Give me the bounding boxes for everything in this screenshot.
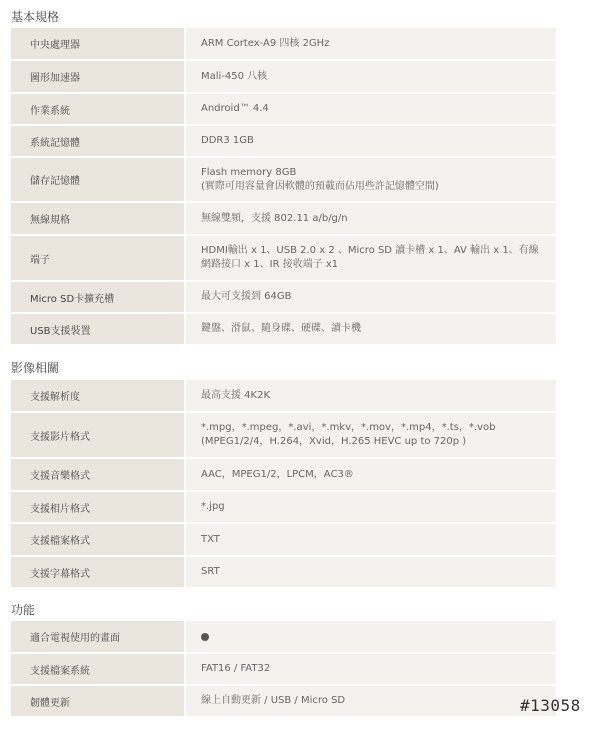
section-title-video: 影像相關	[11, 361, 60, 375]
bullet-dot-icon	[201, 633, 209, 641]
row-label: 支援影片格式	[11, 413, 186, 457]
row-value	[186, 94, 556, 124]
row-label: 支援音樂格式	[11, 459, 186, 490]
row-label: 支援字幕格式	[11, 557, 186, 587]
value-line: Flash memory 8GB	[201, 166, 297, 178]
table-row	[11, 282, 556, 314]
row-label: 作業系統	[11, 94, 186, 124]
value-line: 鍵盤、滑鼠、隨身碟、硬碟、讀卡機	[201, 323, 361, 334]
value-line: (實際可用容量會因軟體的預載而佔用些許記憶體空間)	[201, 180, 439, 192]
row-label: 圖形加速器	[11, 61, 186, 92]
value-line: 最大可支援到 64GB	[201, 291, 292, 302]
row-value	[186, 236, 556, 280]
section-title-features: 功能	[11, 603, 36, 617]
row-value	[186, 459, 556, 490]
row-label: 支援檔案格式	[11, 524, 186, 555]
value-line: *.jpg	[201, 501, 225, 512]
spec-table-video	[11, 380, 556, 589]
table-row	[11, 459, 556, 492]
row-value	[186, 621, 556, 652]
row-label: 中央處理器	[11, 28, 186, 59]
row-value	[186, 314, 556, 344]
row-value	[186, 282, 556, 312]
row-value	[186, 158, 556, 201]
row-value	[186, 380, 556, 411]
value-line: DDR3 1GB	[201, 135, 254, 146]
table-row	[11, 492, 556, 524]
value-line: FAT16 / FAT32	[201, 663, 271, 674]
table-row	[11, 158, 556, 203]
value-line: 無線雙頻，支援 802.11 a/b/g/n	[201, 212, 348, 224]
table-row	[11, 557, 556, 589]
row-value	[186, 492, 556, 522]
row-label: 支援解析度	[11, 380, 186, 411]
table-row	[11, 524, 556, 557]
table-row	[11, 314, 556, 346]
value-line: 線上自動更新 / USB / Micro SD	[201, 695, 346, 706]
table-row	[11, 621, 556, 654]
row-label: 支援檔案系統	[11, 654, 186, 684]
value-line: HDMI輸出 x 1、USB 2.0 x 2 、Micro SD 讀卡槽 x 1、AV 輸出 x 1、有線	[201, 245, 539, 256]
row-value	[186, 28, 556, 59]
value-line: Mali-450 八核	[201, 70, 268, 82]
row-label: 無線規格	[11, 203, 186, 234]
table-row	[11, 654, 556, 686]
spec-table-basic	[11, 28, 556, 346]
table-row	[11, 413, 556, 459]
table-row	[11, 380, 556, 413]
value-line: AAC，MPEG1/2，LPCM，AC3®	[201, 468, 354, 480]
table-row	[11, 236, 556, 282]
row-value	[186, 686, 556, 716]
row-value	[186, 61, 556, 92]
row-label: 韌體更新	[11, 686, 186, 716]
table-row	[11, 94, 556, 126]
section-title-basic: 基本規格	[11, 10, 60, 24]
value-line: TXT	[201, 533, 220, 545]
value-line: Android™ 4.4	[201, 103, 269, 114]
row-value	[186, 557, 556, 587]
row-value	[186, 203, 556, 234]
table-row	[11, 126, 556, 158]
row-label: 適合電視使用的畫面	[11, 621, 186, 652]
row-label: 端子	[11, 236, 186, 280]
table-row	[11, 61, 556, 94]
value-line: 最高支援 4K2K	[201, 389, 271, 401]
table-row	[11, 28, 556, 61]
value-line: SRT	[201, 566, 220, 577]
row-label: 儲存記憶體	[11, 158, 186, 201]
watermark-id: #13058	[520, 696, 581, 715]
table-row	[11, 686, 556, 718]
table-row	[11, 203, 556, 236]
row-label: USB支援裝置	[11, 314, 186, 344]
row-value	[186, 524, 556, 555]
row-label: 系統記憶體	[11, 126, 186, 156]
row-label: Micro SD卡擴充槽	[11, 282, 186, 312]
value-line: ARM Cortex-A9 四核 2GHz	[201, 37, 330, 49]
row-label: 支援相片格式	[11, 492, 186, 522]
row-value	[186, 413, 556, 457]
value-line: 網路接口 x 1、IR 接收端子 x1	[201, 259, 339, 270]
row-value	[186, 126, 556, 156]
value-line: *.mpg，*.mpeg，*.avi，*.mkv，*.mov，*.mp4，*.ts，*.vob	[201, 422, 496, 433]
row-value	[186, 654, 556, 684]
value-line: (MPEG1/2/4，H.264，Xvid，H.265 HEVC up to 720p )	[201, 436, 467, 447]
spec-table-features	[11, 621, 556, 718]
